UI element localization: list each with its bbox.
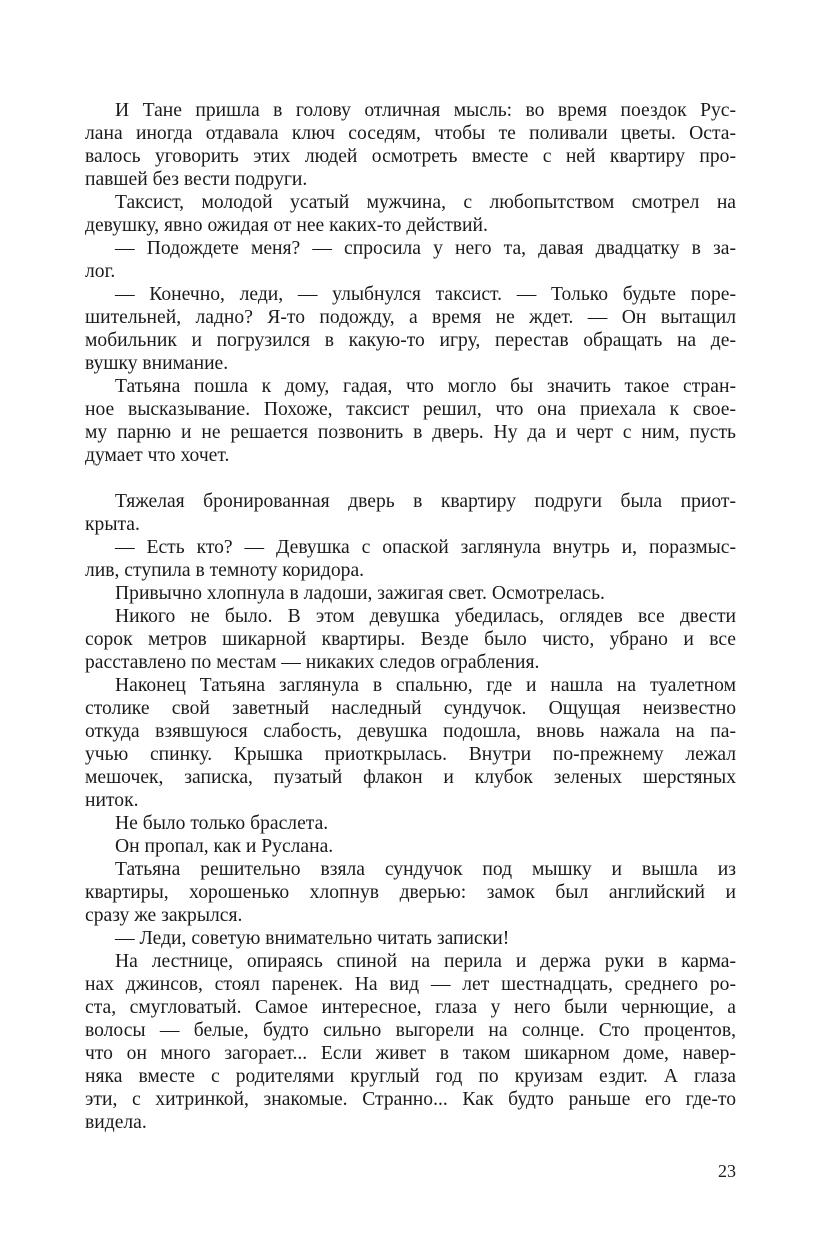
text-line: мобильник и погрузился в какую-то игру, перестав обращать на де- xyxy=(85,330,736,351)
text-line: му парню и не решается позвонить в дверь. Ну да и черт с ним, пусть xyxy=(85,422,736,443)
text-line: видела. xyxy=(85,1112,147,1133)
text-line: эти, с хитринкой, знакомые. Странно... Как будто раньше его где-то xyxy=(85,1089,736,1110)
text-line: что он много загорает... Если живет в таком шикарном доме, навер- xyxy=(85,1043,736,1064)
text-line: столике свой заветный наследный сундучок. Ощущая неизвестно xyxy=(85,698,736,719)
text-line: нах джинсов, стоял паренек. На вид — лет шестнадцать, среднего ро- xyxy=(85,974,736,995)
text-line: Таксист, молодой усатый мужчина, с любопытством смотрел на xyxy=(115,192,736,213)
text-line: няка вместе с родителями круглый год по круизам ездит. А глаза xyxy=(85,1066,736,1087)
text-line: ста, смугловатый. Самое интересное, глаза у него были чернющие, а xyxy=(85,997,736,1018)
text-line: Он пропал, как и Руслана. xyxy=(115,836,334,857)
text-line: откуда взявшуюся слабость, девушка подошла, вновь нажала на па- xyxy=(85,721,736,742)
text-line: мешочек, записка, пузатый флакон и клубок зеленых шерстяных xyxy=(85,767,736,788)
text-line: — Подождете меня? — спросила у него та, давая двадцатку в за- xyxy=(115,238,736,259)
text-line: лив, ступила в темноту коридора. xyxy=(85,560,365,581)
text-line: павшей без вести подруги. xyxy=(85,169,308,190)
text-line: сразу же закрылся. xyxy=(85,905,243,926)
text-line: И Тане пришла в голову отличная мысль: во время поездок Рус- xyxy=(115,100,736,121)
text-line: вушку внимание. xyxy=(85,353,229,374)
text-line: шительней, ладно? Я-то подожду, а время не ждет. — Он вытащил xyxy=(85,307,736,328)
text-line: расставлено по местам — никаких следов ограбления. xyxy=(85,652,540,673)
text-line: волосы — белые, будто сильно выгорели на солнце. Сто процентов, xyxy=(85,1020,736,1041)
body-text xyxy=(85,99,736,1134)
text-line: — Есть кто? — Девушка с опаской заглянула внутрь и, поразмыс- xyxy=(115,537,736,558)
text-line: лана иногда отдавала ключ соседям, чтобы те поливали цветы. Оста- xyxy=(85,123,736,144)
text-line: Наконец Татьяна заглянула в спальню, где и нашла на туалетном xyxy=(115,675,736,696)
page-number: 23 xyxy=(718,1161,736,1181)
text-line: учью спинку. Крышка приоткрылась. Внутри по-прежнему лежал xyxy=(85,744,736,765)
text-line: Тяжелая бронированная дверь в квартиру подруги была приот- xyxy=(115,491,736,512)
text-line: думает что хочет. xyxy=(85,445,230,466)
text-line: Привычно хлопнула в ладоши, зажигая свет. Осмотрелась. xyxy=(115,583,605,604)
text-line: — Леди, советую внимательно читать записки! xyxy=(115,928,510,949)
text-line: Татьяна решительно взяла сундучок под мышку и вышла из xyxy=(115,859,736,880)
text-line: квартиры, хорошенько хлопнув дверью: замок был английский и xyxy=(85,882,736,903)
section-break xyxy=(85,467,736,490)
text-line: Не было только браслета. xyxy=(115,813,329,834)
text-line: девушку, явно ожидая от нее каких-то действий. xyxy=(85,215,488,236)
text-line: сорок метров шикарной квартиры. Везде было чисто, убрано и все xyxy=(85,629,736,650)
text-line: Никого не было. В этом девушка убедилась, оглядев все двести xyxy=(115,606,736,627)
text-line: На лестнице, опираясь спиной на перила и держа руки в карма- xyxy=(115,951,736,972)
text-line: Татьяна пошла к дому, гадая, что могло бы значить такое стран- xyxy=(115,376,736,397)
text-line: ное высказывание. Похоже, таксист решил, что она приехала к свое- xyxy=(85,399,736,420)
text-line: — Конечно, леди, — улыбнулся таксист. — Только будьте поре- xyxy=(115,284,736,305)
text-line: ниток. xyxy=(85,790,139,811)
text-line: валось уговорить этих людей осмотреть вместе с ней квартиру про- xyxy=(85,146,736,167)
text-line: крыта. xyxy=(85,514,140,535)
text-line: лог. xyxy=(85,261,116,282)
